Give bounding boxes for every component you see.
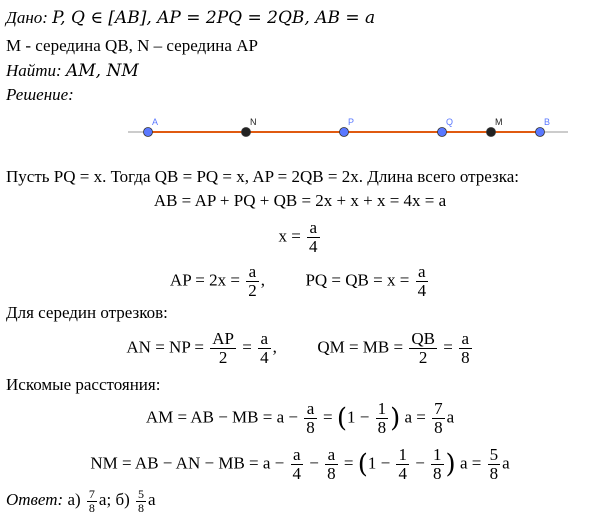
minus: − xyxy=(415,453,425,473)
fraction-qb-2: $\frac{QB}{2}$ xyxy=(411,329,435,367)
one-minus: 1 − xyxy=(367,453,391,473)
answer-a-prefix: а) xyxy=(67,490,81,509)
point-label-q: Q xyxy=(446,117,454,127)
fraction-a-4: $\frac{a}{4}$ xyxy=(309,218,318,256)
one-minus: 1 − xyxy=(346,407,370,427)
ap-lhs: AP = 2x = xyxy=(169,270,240,290)
fraction-1-8: $\frac{1}{8}$ xyxy=(377,399,387,437)
find-line xyxy=(6,62,139,80)
point-a xyxy=(144,128,153,137)
given-label: Дано: xyxy=(6,8,48,27)
eq: = xyxy=(242,337,252,357)
fraction-a-4-c: $\frac{a}{4}$ xyxy=(260,329,269,367)
fraction-a-2: $\frac{a}{2}$ xyxy=(248,262,257,300)
line-3 xyxy=(0,219,600,256)
comma: , xyxy=(260,270,265,290)
answer-fraction-5-8: $\frac{5}{8}$ xyxy=(138,487,145,515)
line-2: AB = AP + PQ + QB = 2x + x + x = 4x = a xyxy=(153,191,447,210)
point-label-p: P xyxy=(348,117,355,127)
line-9 xyxy=(0,446,600,483)
solution-label: Решение: xyxy=(6,85,74,104)
pq-lhs: PQ = QB = x = xyxy=(305,270,410,290)
segment-diagram xyxy=(0,110,600,150)
given-text: P, Q ∈ [AB], AP = 2PQ = 2QB, AB = a xyxy=(52,8,376,28)
an-lhs: AN = NP = xyxy=(126,337,204,357)
answer-b-prefix: б) xyxy=(115,490,130,509)
point-label-b: B xyxy=(544,117,551,127)
line-6 xyxy=(0,330,600,367)
eq: = xyxy=(343,453,354,473)
eq: = xyxy=(322,407,333,427)
fraction-1-8-b: $\frac{1}{8}$ xyxy=(433,445,442,483)
am-lhs: AM = AB − MB = a − xyxy=(145,407,298,427)
answer-b-suffix: a xyxy=(148,490,156,509)
point-q xyxy=(438,128,447,137)
comma: , xyxy=(272,337,277,357)
x-lhs: x = xyxy=(278,226,301,246)
line-4 xyxy=(0,263,600,300)
line-7: Искомые расстояния: xyxy=(6,375,161,394)
nm-lhs: NM = AB − AN − MB = a − xyxy=(90,453,285,473)
fraction-a-8: $\frac{a}{8}$ xyxy=(461,329,470,367)
eq: = xyxy=(443,337,453,357)
paren-close: ) xyxy=(445,449,456,480)
fraction-ap-2: $\frac{AP}{2}$ xyxy=(212,329,234,367)
point-n xyxy=(242,128,251,137)
fraction-a-4-b: $\frac{a}{4}$ xyxy=(417,262,427,300)
answer-line xyxy=(6,488,156,514)
point-b xyxy=(536,128,545,137)
paren-close: ) xyxy=(390,403,401,434)
a-eq: a = xyxy=(404,407,426,427)
minus: − xyxy=(309,453,319,473)
paren-open: ( xyxy=(336,403,347,434)
point-label-m: M xyxy=(495,117,503,127)
point-label-n: N xyxy=(250,117,257,127)
point-p xyxy=(340,128,349,137)
line-8 xyxy=(0,400,600,437)
given-line xyxy=(6,9,375,27)
answer-a-suffix: a; xyxy=(98,490,112,509)
a-eq: a = xyxy=(459,453,482,473)
find-text: AM, NM xyxy=(65,61,139,81)
fraction-7-8: $\frac{7}{8}$ xyxy=(434,399,443,437)
point-label-a: A xyxy=(152,117,159,127)
fraction-a-8-b: $\frac{a}{8}$ xyxy=(306,399,315,437)
point-m xyxy=(487,128,496,137)
paren-open: ( xyxy=(357,449,368,480)
fraction-5-8: $\frac{5}{8}$ xyxy=(489,445,499,483)
answer-label: Ответ: xyxy=(6,490,64,509)
fraction-a-4-d: $\frac{a}{4}$ xyxy=(292,445,301,483)
fraction-a-8-c: $\frac{a}{8}$ xyxy=(327,445,336,483)
qm-lhs: QM = MB = xyxy=(317,337,404,357)
fraction-1-4: $\frac{1}{4}$ xyxy=(398,445,407,483)
a-end: a xyxy=(446,407,455,427)
a-end: a xyxy=(502,453,510,473)
line-5: Для середин отрезков: xyxy=(6,303,168,322)
answer-fraction-7-8: $\frac{7}{8}$ xyxy=(88,487,95,515)
given-line-2: M - середина QB, N – середина AP xyxy=(6,36,258,55)
line-1: Пусть PQ = x. Тогда QB = PQ = x, AP = 2QB = 2x. Длина всего отрезка: xyxy=(6,167,519,186)
find-label: Найти: xyxy=(6,61,62,80)
